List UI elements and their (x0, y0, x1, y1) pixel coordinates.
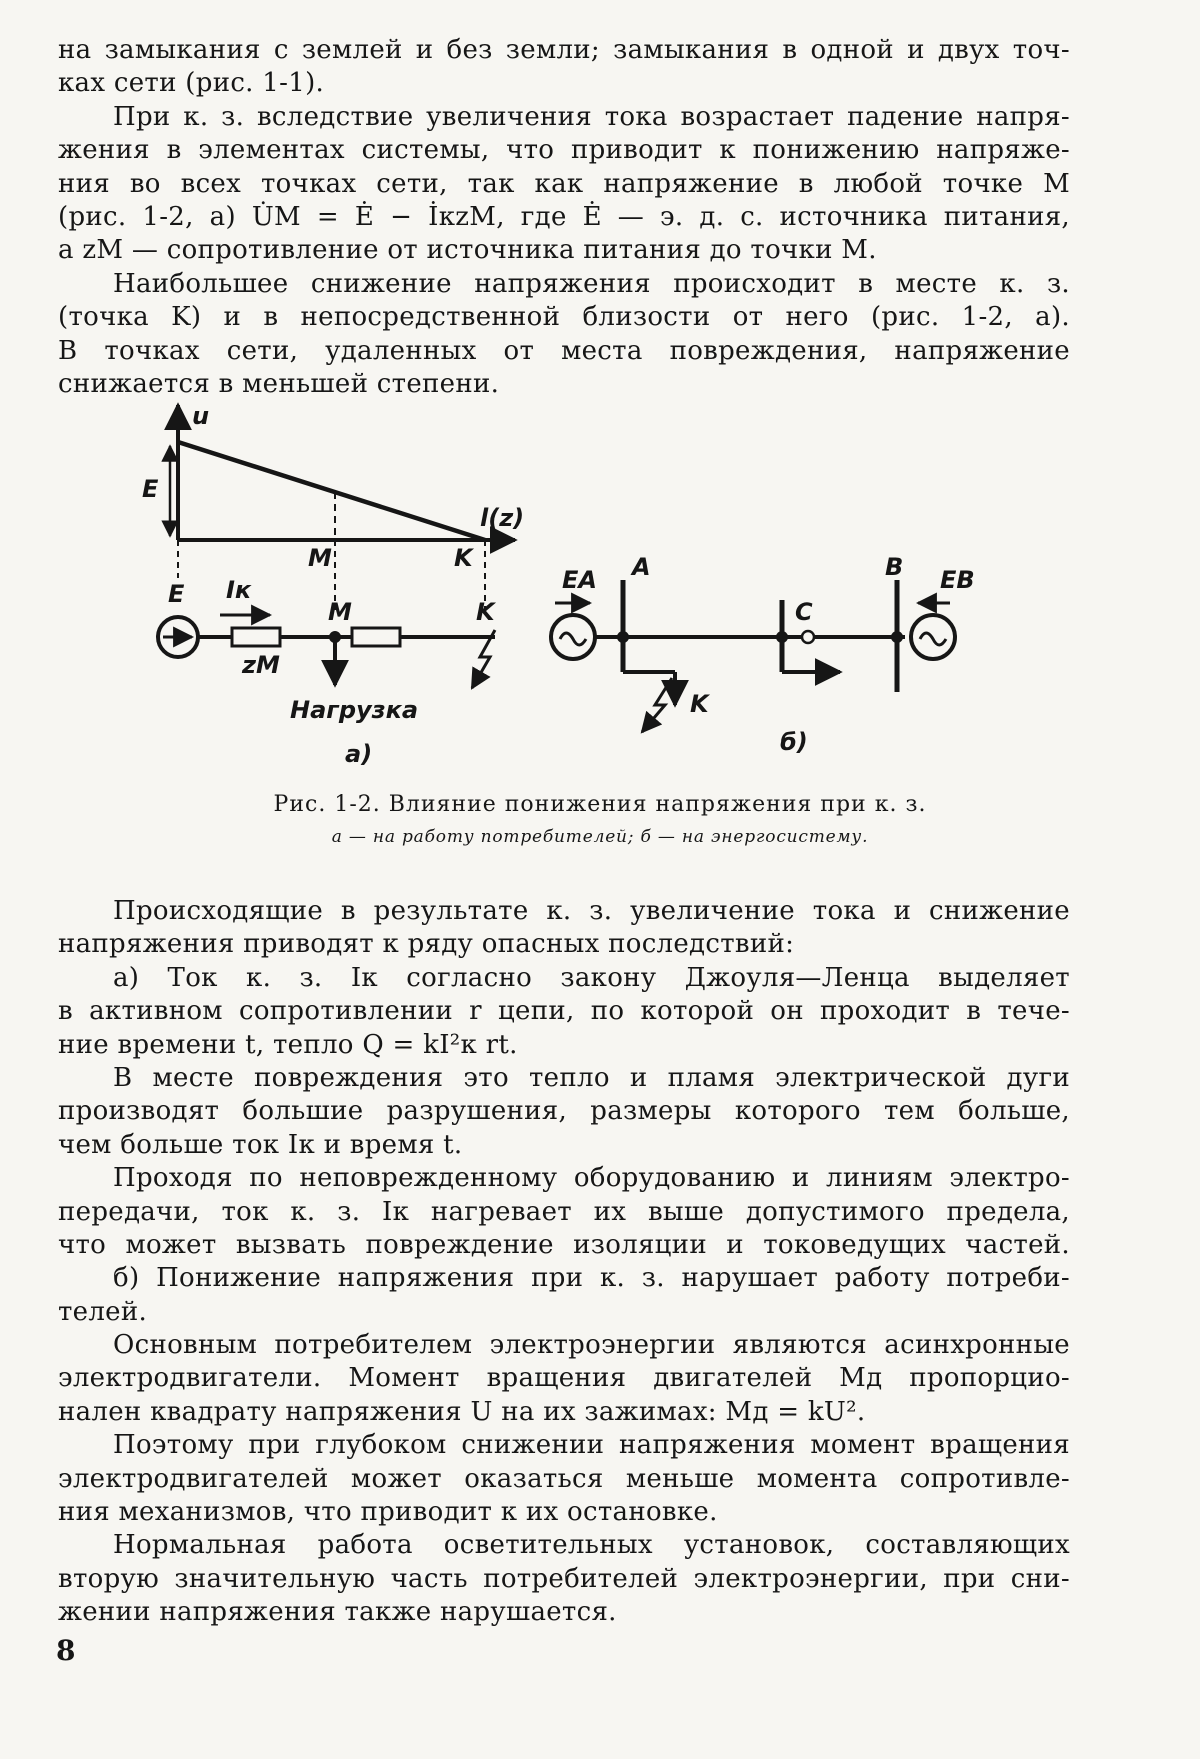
text-line: (рис. 1-2, a) U̇M = Ė − İкzM, где Ė — э. д. с. источника питания, (58, 201, 1070, 232)
text-line: чем больше ток Iк и время t. (58, 1129, 463, 1160)
text-block-top (58, 34, 1070, 401)
text-line: Основным потребителем электроэнергии являются асинхронные (113, 1330, 1070, 1361)
label-ik: Iк (226, 576, 252, 604)
text-line: Нормальная работа осветительных установок, составляющих (113, 1530, 1070, 1561)
page-number: 8 (56, 1634, 76, 1667)
figure-caption-sub: а — на работу потребителей; б — на энергосистему. (331, 827, 869, 847)
text-line: б) Понижение напряжения при к. з. нарушает работу потреби- (113, 1263, 1070, 1294)
label-k-node: K (476, 598, 495, 626)
text-line: что может вызвать повреждение изоляции и токоведущих частей. (58, 1229, 1070, 1260)
text-line: жении напряжения также нарушается. (58, 1597, 617, 1628)
label-k-axis: K (454, 544, 473, 572)
figure-labels (142, 402, 975, 768)
text-line: в активном сопротивлении r цепи, по которой он проходит в тече- (58, 996, 1070, 1027)
label-a-bus: A (632, 553, 651, 581)
label-e-source: E (168, 580, 185, 608)
text-line: производят большие разрушения, размеры которого тем больше, (58, 1096, 1070, 1127)
label-load: Нагрузка (290, 696, 419, 724)
label-eb: EB (940, 566, 975, 594)
voltage-line (178, 442, 485, 540)
text-line: Наибольшее снижение напряжения происходит в месте к. з. (113, 268, 1070, 299)
label-zm: zM (242, 651, 280, 679)
text-line: а zM — сопротивление от источника питания до точки M. (58, 235, 877, 266)
label-k-b: K (690, 690, 709, 718)
text-line: напряжения приводят к ряду опасных последствий: (58, 929, 795, 960)
figure-caption-title: Рис. 1-2. Влияние понижения напряжения при к. з. (273, 792, 927, 817)
text-line: Поэтому при глубоком снижении напряжения момент вращения (113, 1430, 1070, 1461)
text-line: ние времени t, тепло Q = kI²к rt. (58, 1029, 518, 1060)
text-line: ках сети (рис. 1-1). (58, 68, 325, 99)
text-line: (точка K) и в непосредственной близости от него (рис. 1-2, a). (58, 302, 1070, 333)
text-line: ния механизмов, что приводит к их остановке. (58, 1497, 718, 1528)
figure-b-system (551, 580, 955, 732)
text-line: В точках сети, удаленных от места повреждения, напряжение (58, 335, 1070, 366)
resistor-line (352, 628, 400, 646)
label-sub-b: б) (780, 728, 808, 756)
text-line: электродвигателей может оказаться меньше момента сопротивле- (58, 1463, 1070, 1494)
figure-a-circuit (158, 615, 495, 688)
label-sub-a: a) (345, 740, 373, 768)
label-c-node: C (795, 598, 813, 626)
text-line: В месте повреждения это тепло и пламя электрической дуги (113, 1062, 1070, 1093)
text-line: При к. з. вследствие увеличения тока возрастает падение напря- (113, 101, 1070, 132)
label-ea: EA (562, 566, 597, 594)
text-line: телей. (58, 1296, 148, 1327)
label-m-axis: M (308, 544, 332, 572)
label-m-node: M (328, 598, 352, 626)
label-lz: l(z) (480, 504, 525, 532)
node-c (802, 631, 814, 643)
text-block-bottom (58, 895, 1070, 1630)
figure-a-voltage-plot (170, 405, 515, 610)
label-u: u (192, 402, 210, 430)
fault-bolt-b (642, 678, 672, 732)
figure-1-2 (142, 402, 990, 780)
text-line: а) Ток к. з. Iк согласно закону Джоуля—Ленца выделяет (113, 962, 1070, 993)
label-b-bus: B (885, 553, 904, 581)
text-line: электродвигатели. Момент вращения двигателей Mд пропорцио- (58, 1363, 1070, 1394)
text-line: передачи, ток к. з. Iк нагревает их выше допустимого предела, (58, 1196, 1070, 1227)
resistor-zm (232, 628, 280, 646)
text-line: вторую значительную часть потребителей электроэнергии, при сни- (58, 1563, 1070, 1594)
text-line: жения в элементах системы, что приводит к понижению напряже- (58, 135, 1070, 166)
text-line: Проходя по неповрежденному оборудованию и линиям электро- (113, 1163, 1070, 1194)
text-line: ния во всех точках сети, так как напряжение в любой точке M (58, 168, 1070, 199)
text-line: снижается в меньшей степени. (58, 368, 500, 399)
text-line: на замыкания с землей и без земли; замыкания в одной и двух точ- (58, 35, 1070, 65)
text-line: Происходящие в результате к. з. увеличение тока и снижение (113, 896, 1070, 926)
text-line: нален квадрату напряжения U на их зажимах: Mд = kU². (58, 1396, 866, 1427)
label-e-axis: E (142, 475, 159, 503)
